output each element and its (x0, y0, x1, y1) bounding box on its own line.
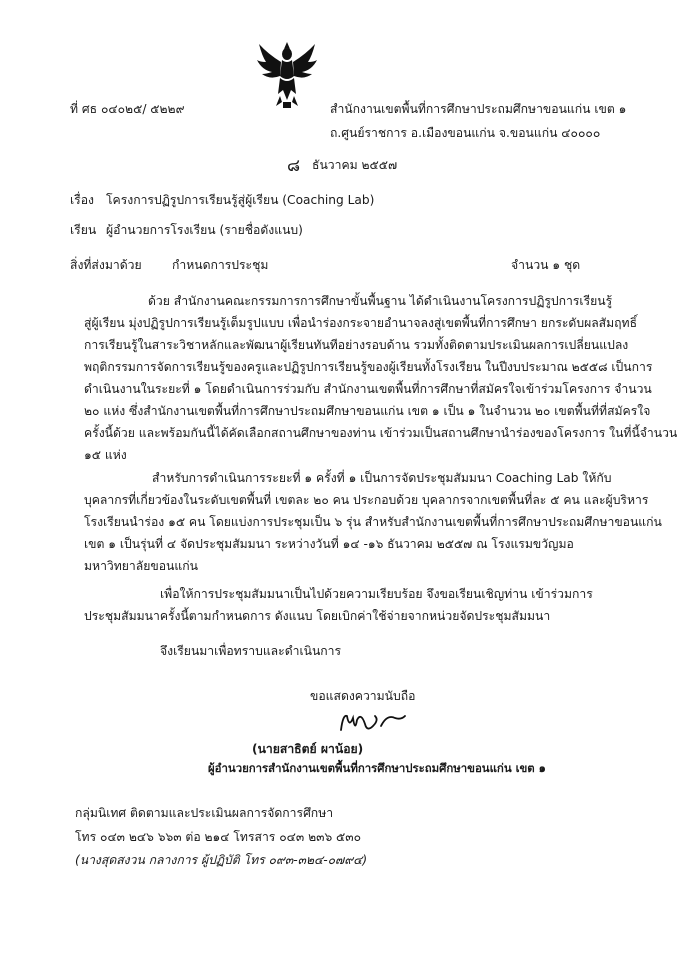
garuda-emblem-icon (256, 40, 318, 110)
subject-label: เรื่อง (70, 193, 94, 207)
footer-coordinator: (นางสุดสงวน กลางการ ผู้ปฏิบัติ โทร ๐๙๓-๓๒๔-๐๗๙๔) (75, 853, 368, 867)
paragraph-line: ๑๕ แห่ง (84, 448, 127, 462)
paragraph-line: ดำเนินงานในระยะที่ ๑ โดยดำเนินการร่วมกับ สำนักงานเขตพื้นที่การศึกษาที่สมัครใจเข้าร่วมโครงการ จำนวน (84, 382, 652, 396)
signer-position: ผู้อำนวยการสำนักงานเขตพื้นที่การศึกษาประถมศึกษาขอนแก่น เขต ๑ (208, 761, 546, 775)
document-number: ที่ ศธ ๐๔๐๒๕/ ๕๒๒๙ (70, 102, 185, 116)
body-paragraph-3 (84, 583, 630, 627)
closing-salutation: ขอแสดงความนับถือ (310, 689, 416, 703)
subject-text: โครงการปฏิรูปการเรียนรู้สู่ผู้เรียน (Coaching Lab) (106, 193, 375, 207)
paragraph-line: พฤติกรรมการจัดการเรียนรู้ของครูและปฏิรูปการเรียนรู้ของผู้เรียนทั้งโรงเรียน ในปีงบประมาณ ๒๕๕๘ เป็นการ (84, 360, 653, 374)
signer-name: (นายสาธิตย์ ผาน้อย) (252, 742, 364, 756)
footer-department: กลุ่มนิเทศ ติดตามและประเมินผลการจัดการศึกษา (75, 806, 334, 820)
paragraph-line: ด้วย สำนักงานคณะกรรมการการศึกษาขั้นพื้นฐาน ได้ดำเนินงานโครงการปฏิรูปการเรียนรู้ (148, 294, 613, 308)
paragraph-line: ครั้งนี้ด้วย และพร้อมกันนี้ได้คัดเลือกสถานศึกษาของท่าน เข้าร่วมเป็นสถานศึกษานำร่องของโครงการ ในที่นี้จำนวน (84, 426, 678, 440)
date-day: ๘ (287, 156, 301, 176)
paragraph-line: มหาวิทยาลัยขอนแก่น (84, 559, 198, 573)
enclosure-quantity: จำนวน ๑ ชุด (511, 258, 581, 272)
office-name: สำนักงานเขตพื้นที่การศึกษาประถมศึกษาขอนแก่น เขต ๑ (330, 102, 627, 116)
addressee-label: เรียน (70, 223, 97, 237)
date-month-year: ธันวาคม ๒๕๕๗ (312, 158, 398, 172)
footer-phone: โทร ๐๔๓ ๒๔๖ ๖๖๓ ต่อ ๒๑๔ โทรสาร ๐๔๓ ๒๓๖ ๕๓๐ (75, 830, 362, 844)
paragraph-line: สู่ผู้เรียน มุ่งปฏิรูปการเรียนรู้เต็มรูปแบบ เพื่อนำร่องกระจายอำนาจลงสู่เขตพื้นที่การศึกษา ยกระดับผลสัมฤทธิ์ (84, 316, 638, 330)
enclosure-text: กำหนดการประชุม (172, 258, 269, 272)
paragraph-line: เพื่อให้การประชุมสัมมนาเป็นไปด้วยความเรียบร้อย จึงขอเรียนเชิญท่าน เข้าร่วมการ (160, 587, 593, 601)
office-address: ถ.ศูนย์ราชการ อ.เมืองขอนแก่น จ.ขอนแก่น ๔๐๐๐๐ (330, 126, 601, 140)
addressee-text: ผู้อำนวยการโรงเรียน (รายชื่อดังแนบ) (106, 223, 303, 237)
paragraph-line: โรงเรียนนำร่อง ๑๕ คน โดยแบ่งการประชุมเป็น ๖ รุ่น สำหรับสำนักงานเขตพื้นที่การศึกษาประถมศึกษาขอนแก่น (84, 515, 662, 529)
body-paragraph-2 (84, 467, 662, 577)
paragraph-line: บุคลากรที่เกี่ยวข้องในระดับเขตพื้นที่ เขตละ ๒๐ คน ประกอบด้วย บุคลากรจากเขตพื้นที่ละ ๕ คน และผู้บริหาร (84, 493, 649, 507)
paragraph-line: เขต ๑ เป็นรุ่นที่ ๔ จัดประชุมสัมมนา ระหว่างวันที่ ๑๔ -๑๖ ธันวาคม ๒๕๕๗ ณ โรงแรมขวัญมอ (84, 537, 574, 551)
enclosure-label: สิ่งที่ส่งมาด้วย (70, 258, 142, 272)
closing-request: จึงเรียนมาเพื่อทราบและดำเนินการ (160, 644, 342, 658)
paragraph-line: ๒๐ แห่ง ซึ่งสำนักงานเขตพื้นที่การศึกษาประถมศึกษาขอนแก่น เขต ๑ เป็น ๑ ในจำนวน ๒๐ เขตพื้นที่ที่สมัครใจ (84, 404, 651, 418)
paragraph-line: การเรียนรู้ในสาระวิชาหลักและพัฒนาผู้เรียนทันทีอย่างรอบด้าน รวมทั้งติดตามประเมินผลการเปลี่ยนแปลง (84, 338, 629, 352)
body-paragraph-1 (84, 290, 678, 466)
paragraph-line: ประชุมสัมมนาครั้งนี้ตามกำหนดการ ดังแนบ โดยเบิกค่าใช้จ่ายจากหน่วยจัดประชุมสัมมนา (84, 609, 551, 623)
paragraph-line: สำหรับการดำเนินการระยะที่ ๑ ครั้งที่ ๑ เป็นการจัดประชุมสัมมนา Coaching Lab ให้กับ (152, 471, 612, 485)
signature-icon (335, 706, 407, 738)
